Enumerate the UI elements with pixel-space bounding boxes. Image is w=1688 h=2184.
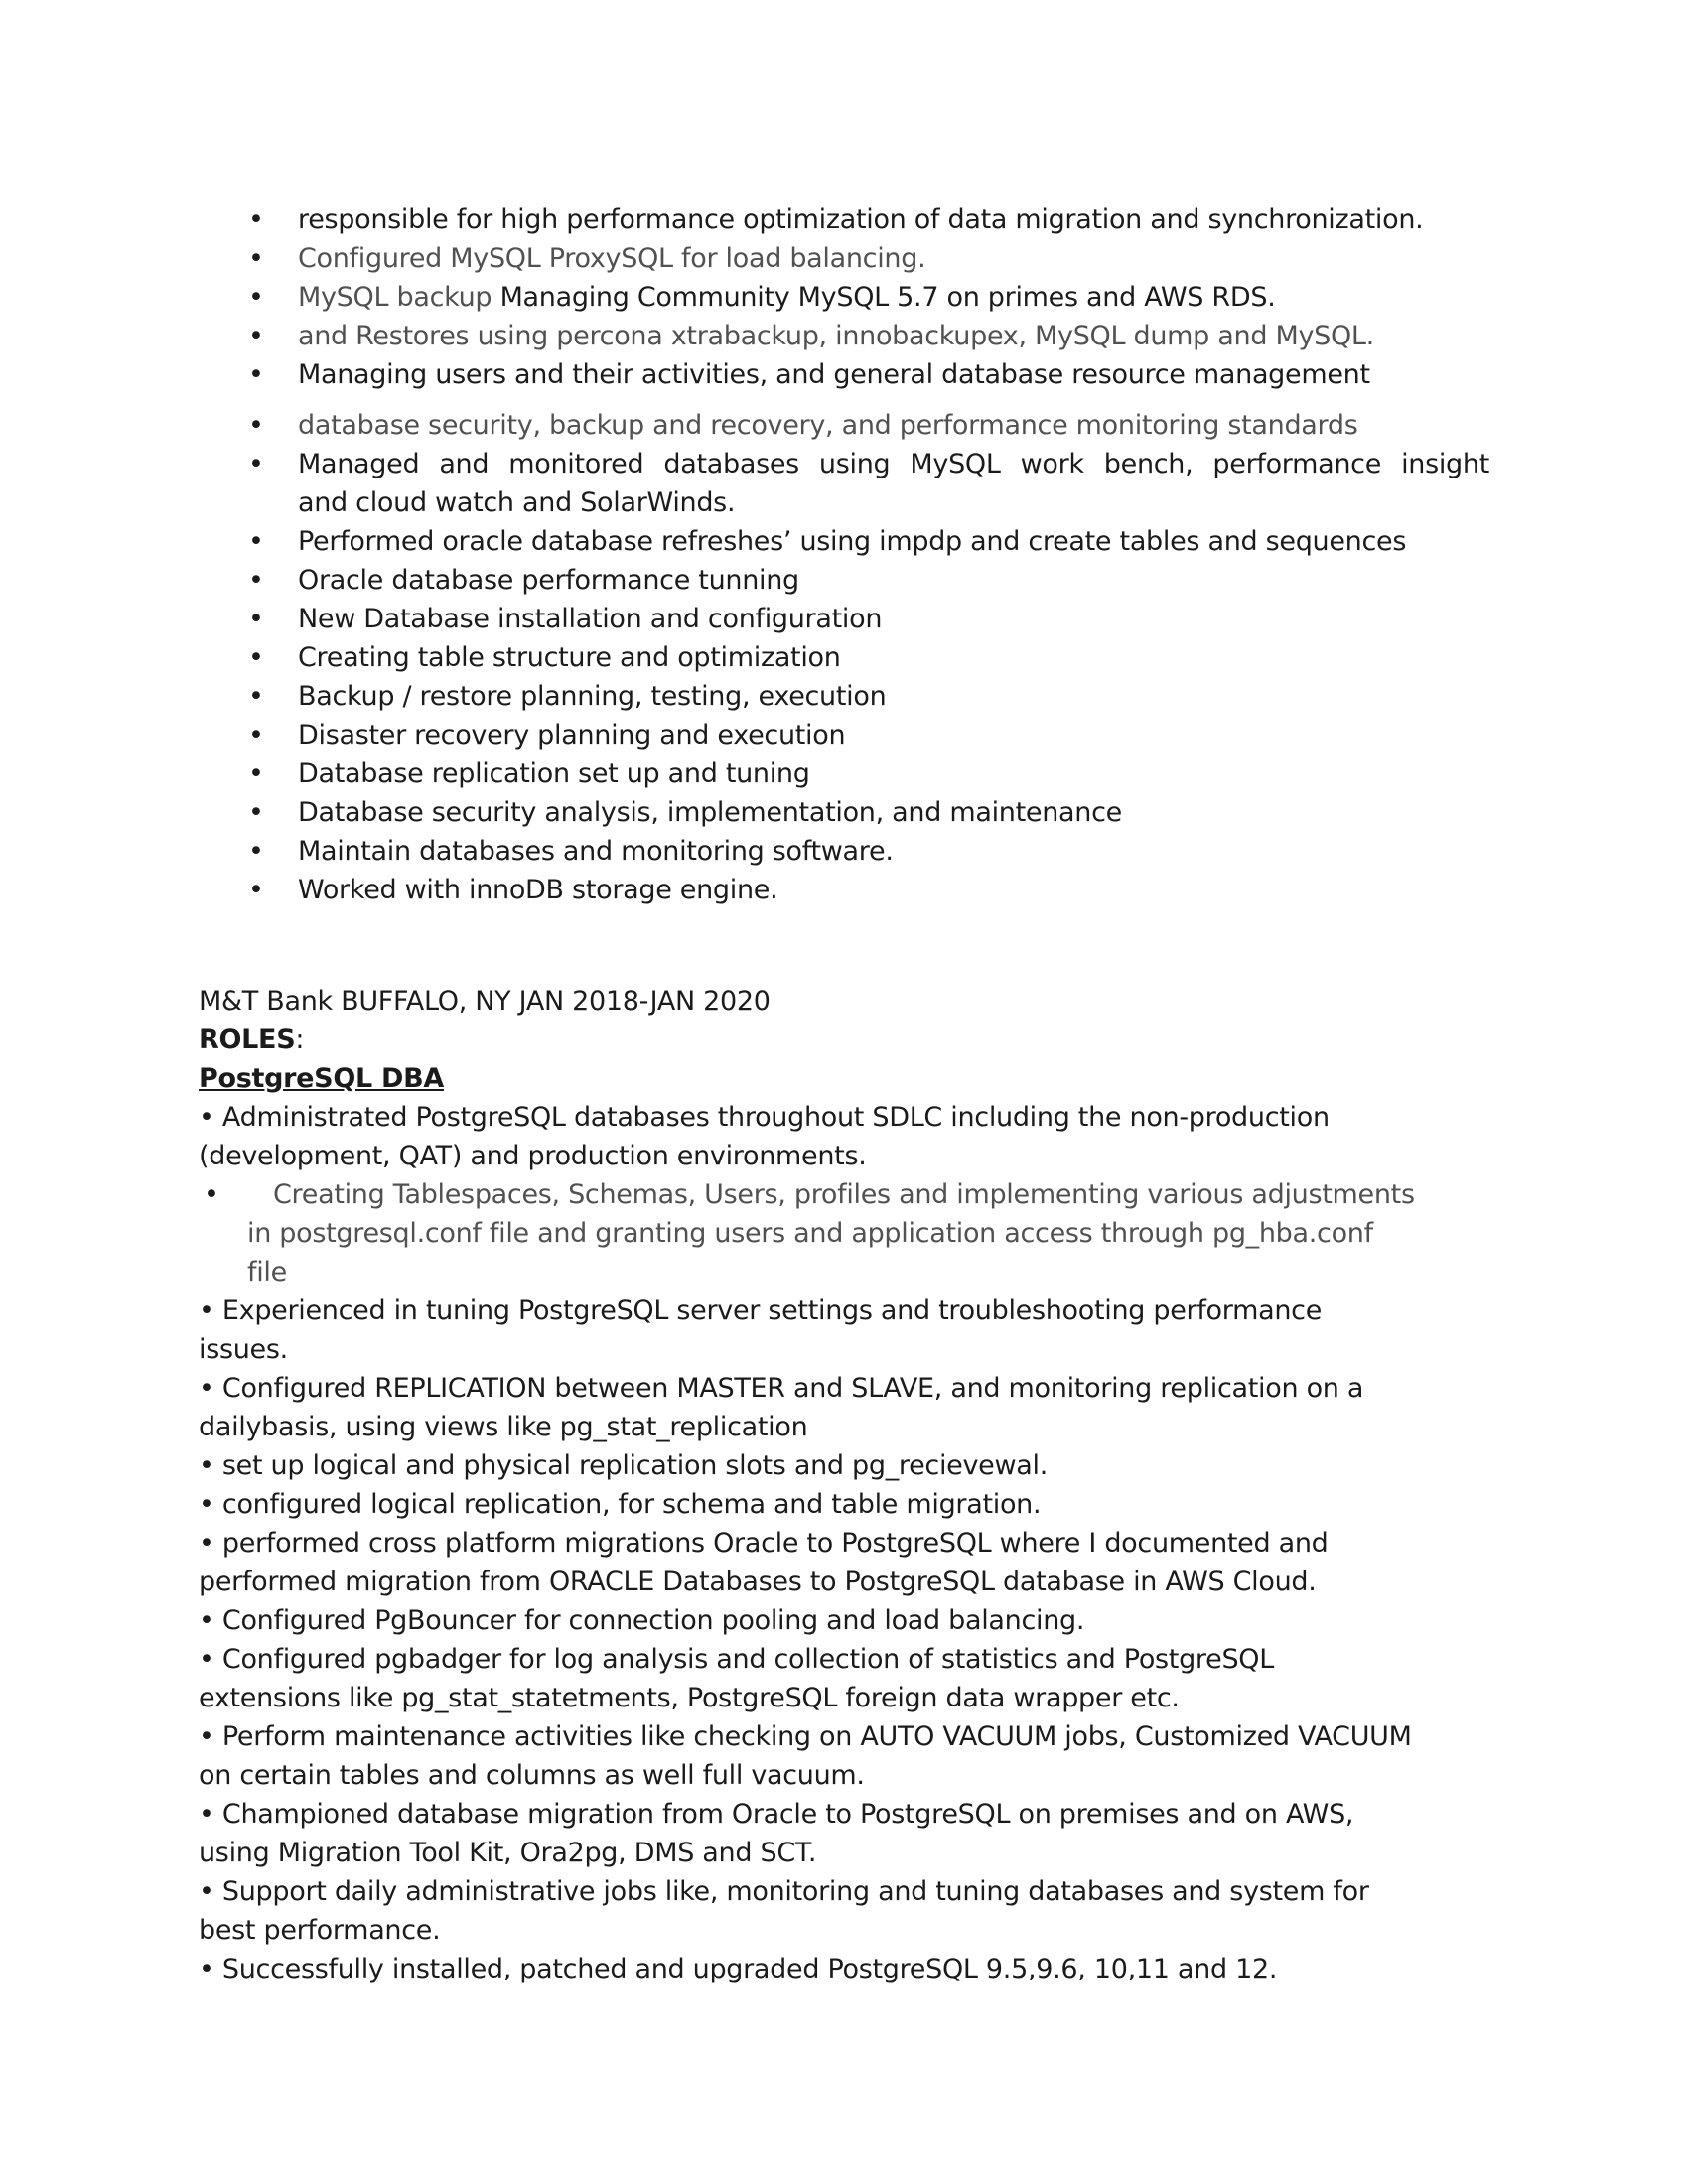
text-line <box>298 317 1489 355</box>
text-segment: New Database installation and configuration <box>298 604 883 634</box>
text-line <box>298 445 1489 483</box>
text-line <box>298 406 1489 445</box>
bullet-list-item <box>199 832 1489 871</box>
text-segment: • Administrated PostgreSQL databases throughout SDLC including the non-production <box>199 1102 1330 1133</box>
bullet-list-item <box>199 871 1489 909</box>
text-segment: Database replication set up and tuning <box>298 758 810 789</box>
text-line <box>199 1795 1489 1834</box>
bullet-paragraph <box>199 1369 1489 1446</box>
bullet-list-dba-tasks <box>199 406 1489 909</box>
employer-line <box>199 982 1489 1021</box>
mt-bank-section <box>199 982 1489 1988</box>
text-line <box>298 638 1489 677</box>
text-segment: • Championed database migration from Oracle to PostgreSQL on premises and on AWS, <box>199 1799 1354 1830</box>
text-segment: • performed cross platform migrations Oracle to PostgreSQL where I documented and <box>199 1528 1329 1559</box>
bullet-list-item <box>199 445 1489 522</box>
bullet-icon: • <box>248 449 264 479</box>
text-segment: performed migration from ORACLE Databases to PostgreSQL database in AWS Cloud. <box>199 1567 1317 1597</box>
text-line <box>199 1330 1489 1369</box>
bullet-paragraph <box>199 1485 1489 1524</box>
text-segment: • Perform maintenance activities like checking on AUTO VACUUM jobs, Customized VACUUM <box>199 1721 1412 1752</box>
text-segment: issues. <box>199 1334 288 1365</box>
text-line <box>298 677 1489 716</box>
text-segment: • Configured REPLICATION between MASTER and SLAVE, and monitoring replication on a <box>199 1373 1364 1404</box>
mt-bank-bullet-paragraphs <box>199 1098 1489 1988</box>
text-line <box>273 1175 1489 1214</box>
text-line <box>298 561 1489 600</box>
bullet-list-item <box>199 239 1489 278</box>
bullet-list-mysql-tasks <box>199 201 1489 394</box>
bullet-paragraph <box>199 1640 1489 1717</box>
text-segment: database security, backup and recovery, and performance monitoring standards <box>298 410 1358 441</box>
bullet-icon: • <box>248 526 264 557</box>
bullet-list-item <box>199 793 1489 832</box>
text-line <box>199 1756 1489 1795</box>
text-line <box>298 832 1489 871</box>
roles-line <box>199 1021 1489 1059</box>
text-segment: MySQL backup <box>298 282 500 313</box>
text-segment: Managed and monitored databases using MySQL work bench, performance insight <box>298 449 1489 479</box>
text-line <box>199 1911 1489 1950</box>
bullet-icon: • <box>248 797 264 828</box>
text-segment: Creating table structure and optimization <box>298 642 841 673</box>
text-line <box>199 1292 1489 1330</box>
bullet-list-item <box>199 716 1489 754</box>
text-line <box>199 1601 1489 1640</box>
text-line <box>298 754 1489 793</box>
text-line <box>298 278 1489 317</box>
bullet-list-item <box>199 317 1489 355</box>
text-line <box>199 1098 1489 1137</box>
text-segment: • configured logical replication, for schema and table migration. <box>199 1489 1042 1520</box>
text-line <box>298 201 1489 239</box>
text-line <box>199 1563 1489 1601</box>
bullet-icon: • <box>248 565 264 596</box>
bullet-list-item <box>199 677 1489 716</box>
bullet-icon: • <box>248 243 264 274</box>
text-segment: Disaster recovery planning and execution <box>298 720 846 751</box>
text-segment: Worked with innoDB storage engine. <box>298 875 778 905</box>
text-segment: using Migration Tool Kit, Ora2pg, DMS and SCT. <box>199 1838 817 1868</box>
text-segment: Maintain databases and monitoring software. <box>298 836 894 867</box>
text-line <box>199 1369 1489 1408</box>
text-line <box>298 793 1489 832</box>
bullet-list-item <box>199 406 1489 445</box>
bullet-icon: • <box>248 321 264 351</box>
text-segment: and Restores using percona xtrabackup, innobackupex, MySQL dump and MySQL. <box>298 321 1374 351</box>
text-segment: Managing Community MySQL 5.7 on primes and AWS RDS. <box>499 282 1276 313</box>
bullet-icon: • <box>248 875 264 905</box>
bullet-list-item <box>199 754 1489 793</box>
bullet-list-item <box>199 600 1489 638</box>
text-line <box>298 600 1489 638</box>
text-line <box>247 1253 1489 1292</box>
bullet-icon: • <box>204 1179 219 1210</box>
text-line <box>199 1717 1489 1756</box>
text-line <box>199 1950 1489 1988</box>
bullet-list-item <box>199 561 1489 600</box>
text-line <box>199 1137 1489 1175</box>
text-segment: Performed oracle database refreshes’ using impdp and create tables and sequences <box>298 526 1407 557</box>
bullet-icon: • <box>248 410 264 441</box>
text-segment: • Configured PgBouncer for connection pooling and load balancing. <box>199 1605 1085 1636</box>
bullet-paragraph <box>199 1292 1489 1369</box>
bullet-paragraph <box>199 1872 1489 1950</box>
bullet-list-item <box>199 355 1489 394</box>
bullet-paragraph <box>199 1098 1489 1175</box>
bullet-list-item <box>199 638 1489 677</box>
job-title-line <box>199 1059 1489 1098</box>
text-segment: on certain tables and columns as well full vacuum. <box>199 1760 865 1791</box>
text-segment: dailybasis, using views like pg_stat_replication <box>199 1412 808 1442</box>
text-line <box>298 239 1489 278</box>
text-line <box>199 1408 1489 1446</box>
bullet-paragraph <box>199 1446 1489 1485</box>
text-line <box>199 1524 1489 1563</box>
text-segment: Configured MySQL ProxySQL for load balancing. <box>298 243 926 274</box>
text-segment: and cloud watch and SolarWinds. <box>298 487 736 518</box>
text-segment: Database security analysis, implementation, and maintenance <box>298 797 1122 828</box>
bullet-icon: • <box>248 642 264 673</box>
bullet-icon: • <box>248 205 264 235</box>
text-segment: (development, QAT) and production environments. <box>199 1141 867 1171</box>
bullet-icon: • <box>248 282 264 313</box>
hanging-bullet-paragraph <box>199 1175 1489 1292</box>
roles-colon: : <box>295 1024 305 1055</box>
text-segment: in postgresql.conf file and granting users and application access through pg_hba.conf <box>247 1218 1373 1249</box>
bullet-icon: • <box>248 836 264 867</box>
bullet-icon: • <box>248 758 264 789</box>
experience-bullets-section <box>199 201 1489 909</box>
text-segment: • Successfully installed, patched and upgraded PostgreSQL 9.5,9.6, 10,11 and 12. <box>199 1954 1278 1984</box>
bullet-paragraph <box>199 1717 1489 1795</box>
text-line <box>199 1446 1489 1485</box>
bullet-icon: • <box>248 359 264 390</box>
bullet-paragraph <box>199 1795 1489 1872</box>
bullet-icon: • <box>248 720 264 751</box>
employer-text: M&T Bank BUFFALO, NY JAN 2018-JAN 2020 <box>199 986 771 1017</box>
text-segment: • Support daily administrative jobs like, monitoring and tuning databases and system for <box>199 1876 1369 1907</box>
text-line <box>199 1640 1489 1679</box>
text-line <box>199 1834 1489 1872</box>
text-segment: • Configured pgbadger for log analysis and collection of statistics and PostgreSQL <box>199 1644 1274 1675</box>
text-segment: • set up logical and physical replication slots and pg_recievewal. <box>199 1450 1048 1481</box>
text-line <box>298 716 1489 754</box>
text-segment: Oracle database performance tunning <box>298 565 799 596</box>
text-segment: extensions like pg_stat_statetments, PostgreSQL foreign data wrapper etc. <box>199 1683 1180 1713</box>
bullet-paragraph <box>199 1950 1489 1988</box>
text-line <box>298 871 1489 909</box>
text-segment: Backup / restore planning, testing, execution <box>298 681 887 712</box>
text-line <box>298 355 1489 394</box>
bullet-list-item <box>199 278 1489 317</box>
job-title: PostgreSQL DBA <box>199 1063 444 1094</box>
bullet-paragraph <box>199 1524 1489 1601</box>
bullet-paragraph <box>199 1601 1489 1640</box>
bullet-list-item <box>199 201 1489 239</box>
text-line <box>199 1485 1489 1524</box>
text-segment: responsible for high performance optimization of data migration and synchronization. <box>298 205 1424 235</box>
text-line <box>298 522 1489 561</box>
text-line <box>199 1872 1489 1911</box>
text-line <box>298 483 1489 522</box>
bullet-icon: • <box>248 681 264 712</box>
text-segment: Managing users and their activities, and general database resource management <box>298 359 1370 390</box>
text-segment: best performance. <box>199 1915 441 1946</box>
bullet-icon: • <box>248 604 264 634</box>
text-line <box>247 1214 1489 1253</box>
roles-label: ROLES <box>199 1024 296 1055</box>
text-segment: file <box>247 1257 287 1288</box>
text-segment: • Experienced in tuning PostgreSQL server settings and troubleshooting performance <box>199 1296 1323 1326</box>
text-line <box>199 1679 1489 1717</box>
text-segment: Creating Tablespaces, Schemas, Users, profiles and implementing various adjustments <box>273 1179 1415 1210</box>
bullet-list-item <box>199 522 1489 561</box>
